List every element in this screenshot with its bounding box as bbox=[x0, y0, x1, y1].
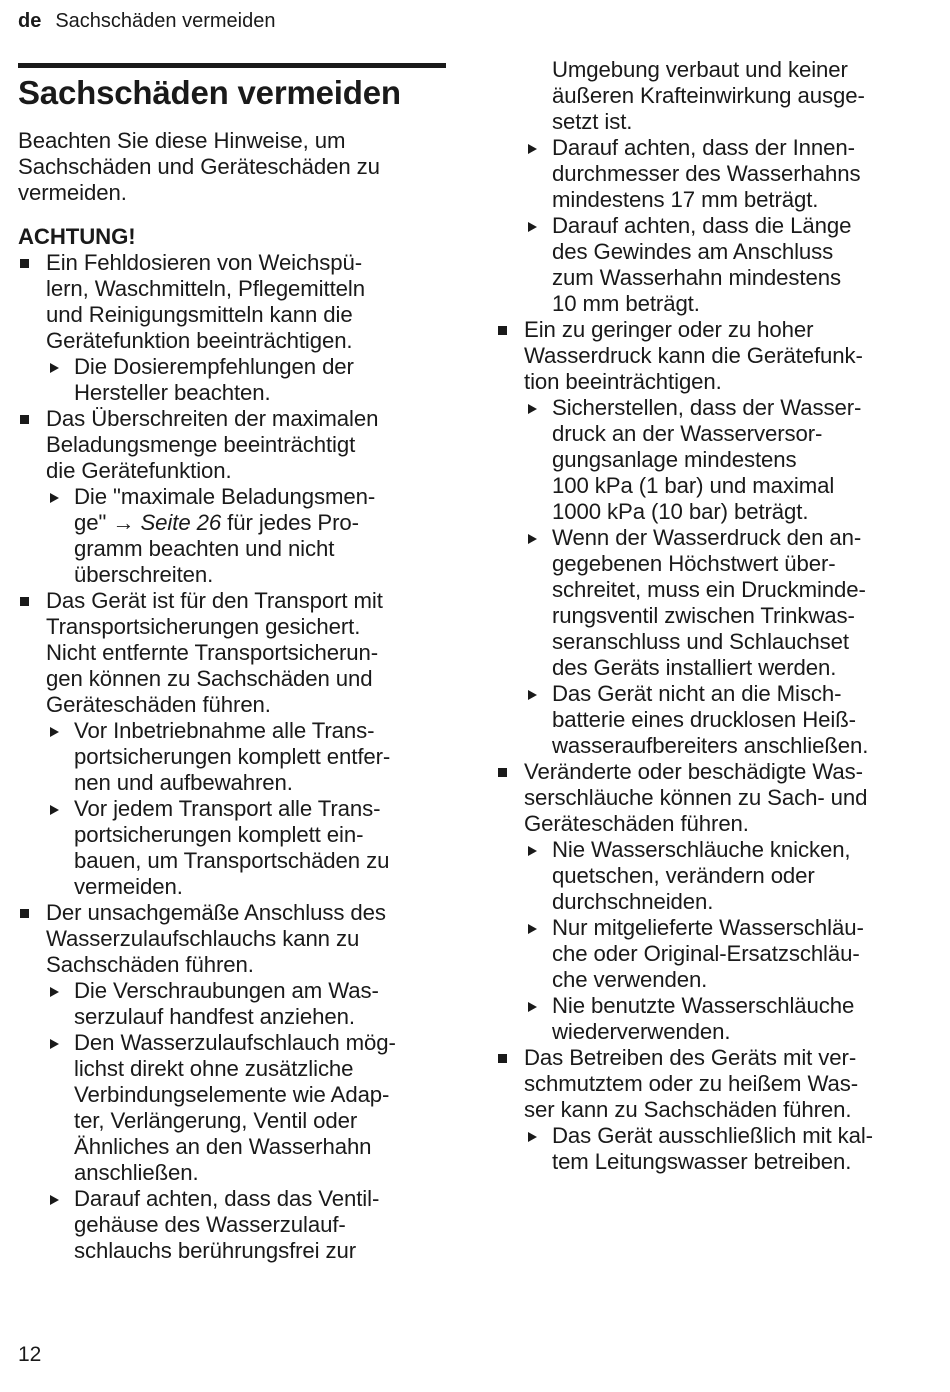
text-line: 10 mm beträgt. bbox=[552, 291, 700, 316]
item-text bbox=[524, 759, 928, 837]
arrow-icon bbox=[528, 690, 537, 700]
text-line: Transportsicherungen gesichert. bbox=[46, 614, 361, 639]
header-title: Sachschäden vermeiden bbox=[55, 10, 276, 32]
item-text bbox=[524, 317, 928, 395]
item-text bbox=[552, 681, 928, 759]
item-text bbox=[46, 900, 450, 978]
text-line: überschreiten. bbox=[74, 562, 214, 587]
square-bullet-icon bbox=[498, 768, 507, 777]
bullet-item bbox=[496, 759, 928, 837]
text-line: Den Wasserzulaufschlauch mög- bbox=[74, 1030, 396, 1055]
arrow-icon bbox=[50, 987, 59, 997]
square-bullet-icon bbox=[20, 597, 29, 606]
square-bullet-icon bbox=[20, 259, 29, 268]
page-number: 12 bbox=[18, 1343, 42, 1366]
right-list bbox=[496, 135, 928, 1175]
text-line: ter, Verlängerung, Ventil oder bbox=[74, 1108, 358, 1133]
text-line: die Gerätefunktion. bbox=[46, 458, 232, 483]
square-bullet-icon bbox=[498, 1054, 507, 1063]
page-reference-link[interactable]: Seite 26 bbox=[140, 510, 222, 535]
arrow-icon bbox=[50, 493, 59, 503]
item-text bbox=[552, 993, 928, 1045]
text-line: Nie Wasserschläuche knicken, bbox=[552, 837, 851, 862]
bullet-item bbox=[18, 588, 450, 718]
text-line: ge" → Seite 26 für jedes Pro- bbox=[74, 510, 359, 535]
item-text bbox=[552, 837, 928, 915]
left-column bbox=[18, 0, 450, 1264]
text-line: Vor jedem Transport alle Trans- bbox=[74, 796, 381, 821]
item-text bbox=[46, 588, 450, 718]
text-line: Sicherstellen, dass der Wasser- bbox=[552, 395, 862, 420]
text-line: Wenn der Wasserdruck den an- bbox=[552, 525, 862, 550]
arrow-icon bbox=[528, 144, 537, 154]
text-line: che oder Original-Ersatzschläu- bbox=[552, 941, 860, 966]
text-line: Nur mitgelieferte Wasserschläu- bbox=[552, 915, 864, 940]
text-line: schmutztem oder zu heißem Was- bbox=[524, 1071, 859, 1096]
text-line: che verwenden. bbox=[552, 967, 708, 992]
instruction-item bbox=[18, 1186, 450, 1264]
item-text bbox=[552, 525, 928, 681]
text-line: quetschen, verändern oder bbox=[552, 863, 815, 888]
item-text bbox=[552, 213, 928, 317]
arrow-icon bbox=[50, 363, 59, 373]
text-line: anschließen. bbox=[74, 1160, 199, 1185]
instruction-item bbox=[18, 718, 450, 796]
text-line: tem Leitungswasser betreiben. bbox=[552, 1149, 852, 1174]
text-line: Das Gerät ist für den Transport mit bbox=[46, 588, 383, 613]
instruction-item bbox=[496, 681, 928, 759]
text-line: Veränderte oder beschädigte Was- bbox=[524, 759, 863, 784]
item-text bbox=[524, 1045, 928, 1123]
text-line: Ein Fehldosieren von Weichspü- bbox=[46, 250, 363, 275]
text-line: Geräteschäden führen. bbox=[524, 811, 749, 836]
arrow-icon bbox=[528, 924, 537, 934]
language-code: de bbox=[18, 10, 42, 32]
arrow-icon bbox=[528, 534, 537, 544]
text-line: Die Dosierempfehlungen der bbox=[74, 354, 354, 379]
text-line: nen und aufbewahren. bbox=[74, 770, 293, 795]
arrow-icon bbox=[528, 404, 537, 414]
arrow-icon bbox=[528, 222, 537, 232]
bullet-item bbox=[18, 900, 450, 978]
instruction-item bbox=[496, 915, 928, 993]
text-line: des Gewindes am Anschluss bbox=[552, 239, 834, 264]
text-line: gen können zu Sachschäden und bbox=[46, 666, 373, 691]
text-line: tion beeinträchtigen. bbox=[524, 369, 722, 394]
text-line: Der unsachgemäße Anschluss des bbox=[46, 900, 386, 925]
square-bullet-icon bbox=[20, 909, 29, 918]
text-line: Die Verschraubungen am Was- bbox=[74, 978, 379, 1003]
instruction-item bbox=[496, 135, 928, 213]
text-line: lichst direkt ohne zusätzliche bbox=[74, 1056, 354, 1081]
text-line: Geräteschäden führen. bbox=[46, 692, 271, 717]
text-line: serzulauf handfest anziehen. bbox=[74, 1004, 355, 1029]
instruction-item bbox=[496, 993, 928, 1045]
arrow-icon bbox=[528, 1132, 537, 1142]
item-text bbox=[74, 718, 450, 796]
text-line: lern, Waschmitteln, Pflegemitteln bbox=[46, 276, 365, 301]
text-line: portsicherungen komplett entfer- bbox=[74, 744, 391, 769]
item-text bbox=[552, 135, 928, 213]
text-line: 100 kPa (1 bar) und maximal bbox=[552, 473, 835, 498]
text-line: portsicherungen komplett ein- bbox=[74, 822, 364, 847]
text-line: Sachschäden führen. bbox=[46, 952, 254, 977]
intro-paragraph: Beachten Sie diese Hinweise, um Sachschäden und Geräteschäden zu vermeiden. bbox=[18, 128, 380, 205]
text-line: Das Überschreiten der maximalen bbox=[46, 406, 379, 431]
arrow-icon bbox=[50, 1195, 59, 1205]
text-line: Das Gerät ausschließlich mit kal- bbox=[552, 1123, 873, 1148]
item-text bbox=[74, 1186, 450, 1264]
text-line: Nicht entfernte Transportsicherun- bbox=[46, 640, 379, 665]
text-line: Darauf achten, dass das Ventil- bbox=[74, 1186, 380, 1211]
instruction-item bbox=[18, 1030, 450, 1186]
item-text bbox=[74, 354, 450, 406]
arrow-icon bbox=[528, 1002, 537, 1012]
text-line: bauen, um Transportschäden zu bbox=[74, 848, 390, 873]
item-text bbox=[46, 406, 450, 484]
heading-rule bbox=[18, 63, 446, 68]
text-line: Ähnliches an den Wasserhahn bbox=[74, 1134, 372, 1159]
arrow-icon bbox=[528, 846, 537, 856]
square-bullet-icon bbox=[20, 415, 29, 424]
text-line: zum Wasserhahn mindestens bbox=[552, 265, 841, 290]
item-text bbox=[74, 796, 450, 900]
right-column bbox=[496, 57, 928, 1175]
instruction-item bbox=[496, 837, 928, 915]
text-line: wiederverwenden. bbox=[552, 1019, 731, 1044]
text-line: Darauf achten, dass der Innen- bbox=[552, 135, 855, 160]
bullet-item bbox=[496, 1045, 928, 1123]
bullet-item bbox=[18, 406, 450, 484]
item-text bbox=[552, 1123, 928, 1175]
arrow-icon bbox=[50, 727, 59, 737]
item-text bbox=[552, 395, 928, 525]
text-line: Darauf achten, dass die Länge bbox=[552, 213, 852, 238]
text-line: Hersteller beachten. bbox=[74, 380, 271, 405]
text-line: Nie benutzte Wasserschläuche bbox=[552, 993, 855, 1018]
text-line: wasseraufbereiters anschließen. bbox=[552, 733, 869, 758]
text-line: Das Betreiben des Geräts mit ver- bbox=[524, 1045, 857, 1070]
text-line: und Reinigungsmitteln kann die bbox=[46, 302, 353, 327]
text-line: Das Gerät nicht an die Misch- bbox=[552, 681, 842, 706]
text-line: Vor Inbetriebnahme alle Trans- bbox=[74, 718, 375, 743]
text-line: 1000 kPa (10 bar) beträgt. bbox=[552, 499, 809, 524]
instruction-item bbox=[496, 1123, 928, 1175]
text-line: batterie eines drucklosen Heiß- bbox=[552, 707, 856, 732]
text-line: durchmesser des Wasserhahns bbox=[552, 161, 861, 186]
text-line: gegebenen Höchstwert über- bbox=[552, 551, 836, 576]
continued-text: Umgebung verbaut und keiner äußeren Krafteinwirkung ausge- setzt ist. bbox=[552, 57, 865, 134]
instruction-item bbox=[18, 978, 450, 1030]
text-line: seranschluss und Schlauchset bbox=[552, 629, 849, 654]
square-bullet-icon bbox=[498, 326, 507, 335]
instruction-item bbox=[496, 525, 928, 681]
text-line: durchschneiden. bbox=[552, 889, 714, 914]
instruction-item bbox=[18, 354, 450, 406]
text-line: rungsventil zwischen Trinkwas- bbox=[552, 603, 855, 628]
instruction-item bbox=[18, 484, 450, 588]
text-line: Wasserzulaufschlauchs kann zu bbox=[46, 926, 360, 951]
text-line: Gerätefunktion beeinträchtigen. bbox=[46, 328, 353, 353]
text-line: schreitet, muss ein Druckminde- bbox=[552, 577, 866, 602]
text-line: druck an der Wasserversor- bbox=[552, 421, 823, 446]
item-text bbox=[552, 915, 928, 993]
text-line: Die "maximale Beladungsmen- bbox=[74, 484, 376, 509]
text-line: gramm beachten und nicht bbox=[74, 536, 335, 561]
text-line: mindestens 17 mm beträgt. bbox=[552, 187, 819, 212]
instruction-item bbox=[18, 796, 450, 900]
text-line: Verbindungselemente wie Adap- bbox=[74, 1082, 390, 1107]
bullet-item bbox=[18, 250, 450, 354]
item-text bbox=[74, 484, 450, 588]
arrow-icon bbox=[50, 1039, 59, 1049]
instruction-item bbox=[496, 213, 928, 317]
text-line: Beladungsmenge beeinträchtigt bbox=[46, 432, 356, 457]
text-line: vermeiden. bbox=[74, 874, 183, 899]
page-title: Sachschäden vermeiden bbox=[18, 74, 401, 111]
item-text bbox=[74, 978, 450, 1030]
text-line: Ein zu geringer oder zu hoher bbox=[524, 317, 814, 342]
text-line: des Geräts installiert werden. bbox=[552, 655, 837, 680]
text-line: schlauchs berührungsfrei zur bbox=[74, 1238, 357, 1263]
text-line: Wasserdruck kann die Gerätefunk- bbox=[524, 343, 863, 368]
instruction-item bbox=[496, 395, 928, 525]
text-line: ser kann zu Sachschäden führen. bbox=[524, 1097, 852, 1122]
arrow-icon bbox=[50, 805, 59, 815]
text-line: gehäuse des Wasserzulauf- bbox=[74, 1212, 346, 1237]
warning-label: ACHTUNG! bbox=[18, 224, 136, 249]
bullet-item bbox=[496, 317, 928, 395]
item-text bbox=[74, 1030, 450, 1186]
left-list bbox=[18, 250, 450, 1264]
text-line: serschläuche können zu Sach- und bbox=[524, 785, 868, 810]
item-text bbox=[46, 250, 450, 354]
text-line: gungsanlage mindestens bbox=[552, 447, 797, 472]
